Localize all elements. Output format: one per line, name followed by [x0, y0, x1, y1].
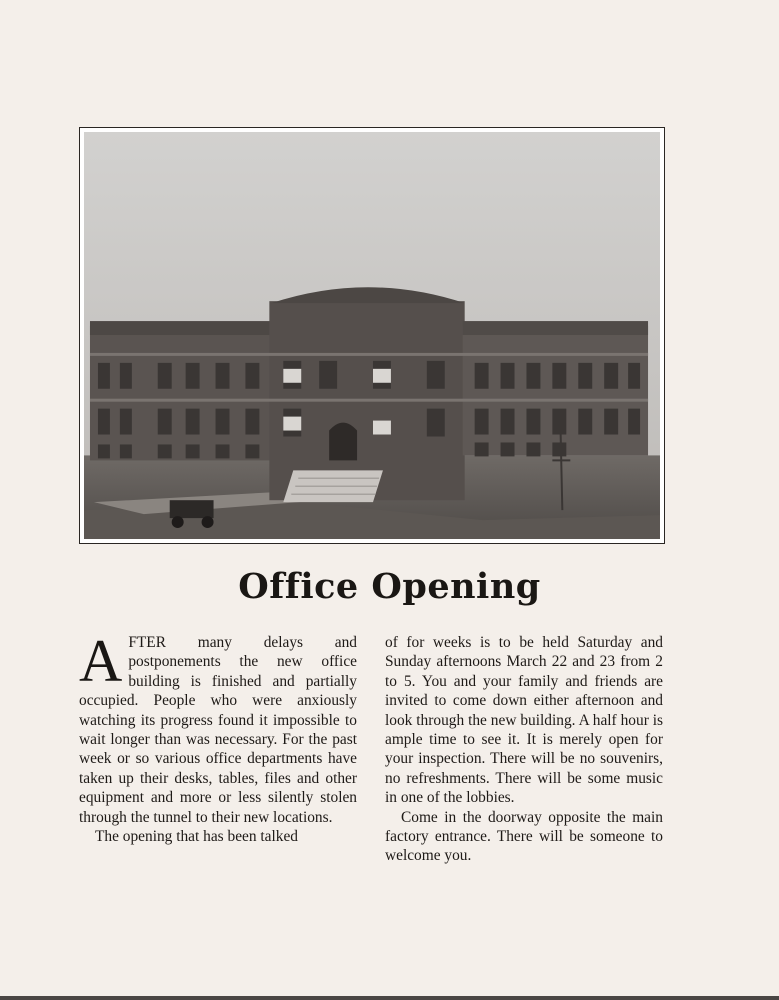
photo-frame	[79, 127, 665, 544]
drop-cap: A	[79, 628, 123, 694]
paragraph: Come in the doorway opposite the main factory entrance. There will be someone to welcome you.	[385, 808, 663, 865]
paragraph	[79, 628, 357, 827]
article-column-right	[385, 633, 663, 866]
article-column-left	[79, 628, 357, 846]
scan-edge	[0, 996, 779, 1000]
page-title: Office Opening	[238, 566, 541, 607]
paragraph: of for weeks is to be held Saturday and Sunday afternoons March 22 and 23 from 2 to 5. You and your family and friends are invited to come down either afternoon and look through the new building. A half hour is ample time to see it. It is merely open for your inspection. There will be no souvenirs, no refreshments. There will be some music in one of the lobbies.	[385, 634, 663, 807]
building-photo-icon	[84, 132, 660, 539]
paragraph: The opening that has been talked	[95, 828, 299, 846]
building-photo	[84, 132, 660, 539]
paragraph-text: FTER many delays and postponements the new office building is finished and partially occupied. People who were anxiously watching its progress found it impossible to wait longer than was necessary. For the past week or so various office departments have taken up their desks, tables, files and other equipment and more or less silently stolen through the tunnel to their new locations.	[79, 634, 357, 826]
